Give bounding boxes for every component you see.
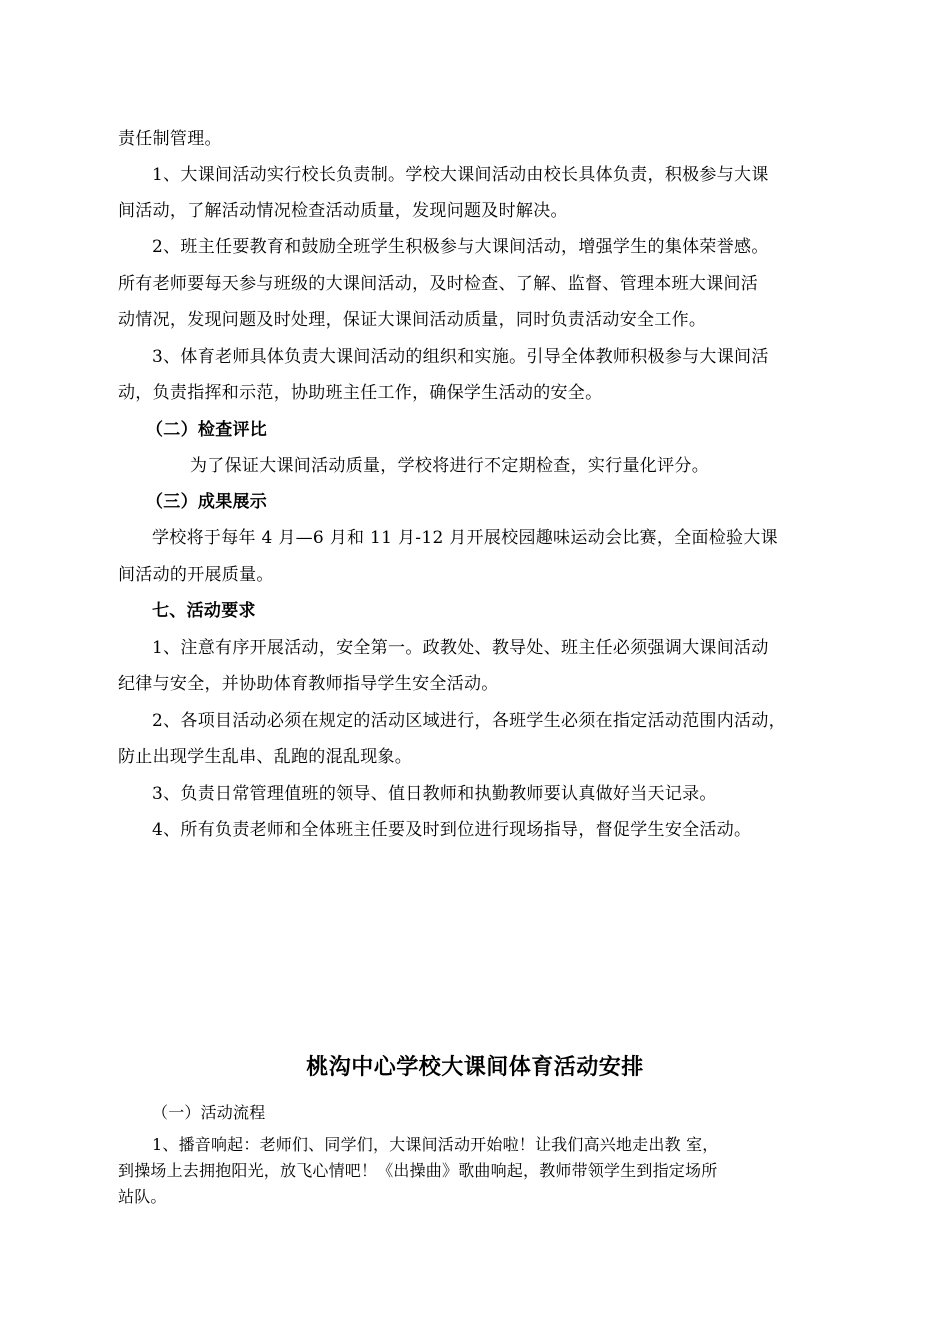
paragraph-headteacher-line-3: 动情况，发现问题及时处理，保证大课间活动质量，同时负责活动安全工作。 [118, 310, 707, 330]
paragraph-req3: 3、负责日常管理值班的领导、值日教师和执勤教师要认真做好当天记录。 [152, 784, 717, 804]
paragraph-results-line-1: 学校将于每年 4 月—6 月和 11 月-12 月开展校园趣味运动会比赛，全面检验大课 [152, 528, 778, 548]
paragraph-headteacher-line-1: 2、班主任要教育和鼓励全班学生积极参与大课间活动，增强学生的集体荣誉感。 [152, 237, 769, 257]
heading-requirements: 七、活动要求 [152, 601, 256, 621]
page-title: 桃沟中心学校大课间体育活动安排 [306, 1055, 644, 1080]
paragraph-flow-line-3: 站队。 [118, 1187, 167, 1206]
paragraph-req2-line-2: 防止出现学生乱串、乱跑的混乱现象。 [118, 747, 413, 767]
paragraph-principal-line-2: 间活动，了解活动情况检查活动质量，发现问题及时解决。 [118, 201, 568, 221]
heading-inspection: （二）检查评比 [146, 420, 268, 440]
paragraph-pe-teacher-line-1: 3、体育老师具体负责大课间活动的组织和实施。引导全体教师积极参与大课间活 [152, 347, 769, 367]
paragraph-responsibility: 责任制管理。 [118, 129, 222, 149]
paragraph-flow-line-1: 1、播音响起：老师们、同学们，大课间活动开始啦！让我们高兴地走出教 室， [152, 1135, 719, 1154]
paragraph-inspection: 为了保证大课间活动质量，学校将进行不定期检查，实行量化评分。 [190, 456, 709, 476]
paragraph-req4: 4、所有负责老师和全体班主任要及时到位进行现场指导，督促学生安全活动。 [152, 820, 752, 840]
heading-results: （三）成果展示 [146, 492, 268, 512]
paragraph-principal-line-1: 1、大课间活动实行校长负责制。学校大课间活动由校长具体负责，积极参与大课 [152, 165, 769, 185]
paragraph-pe-teacher-line-2: 动，负责指挥和示范，协助班主任工作，确保学生活动的安全。 [118, 383, 603, 403]
heading-activity-flow: （一）活动流程 [152, 1103, 266, 1122]
paragraph-flow-line-2: 到操场上去拥抱阳光，放飞心情吧！《出操曲》歌曲响起，教师带领学生到指定场所 [118, 1161, 718, 1180]
paragraph-req2-line-1: 2、各项目活动必须在规定的活动区域进行，各班学生必须在指定活动范围内活动， [152, 711, 786, 731]
paragraph-req1-line-2: 纪律与安全，并协助体育教师指导学生安全活动。 [118, 674, 499, 694]
paragraph-results-line-2: 间活动的开展质量。 [118, 565, 274, 585]
paragraph-req1-line-1: 1、注意有序开展活动，安全第一。政教处、教导处、班主任必须强调大课间活动 [152, 638, 769, 658]
paragraph-headteacher-line-2: 所有老师要每天参与班级的大课间活动，及时检查、了解、监督、管理本班大课间活 [118, 274, 759, 294]
